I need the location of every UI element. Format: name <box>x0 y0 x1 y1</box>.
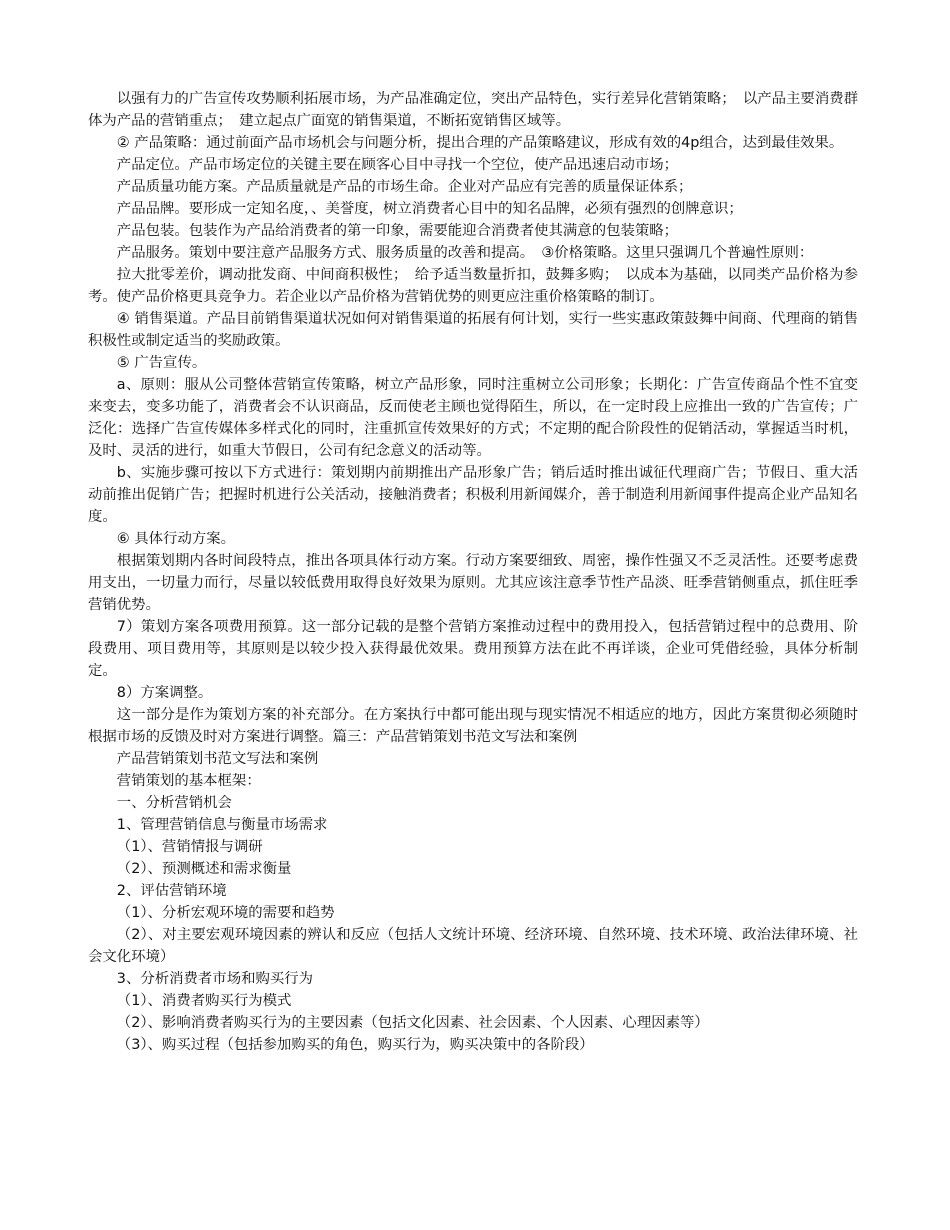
paragraph: 产品质量功能方案。产品质量就是产品的市场生命。企业对产品应有完善的质量保证体系； <box>116 179 693 195</box>
paragraph: ⑤ 广告宣传。 <box>116 355 207 371</box>
paragraph: 产品包装。包装作为产品给消费者的第一印象，需要能迎合消费者使其满意的包装策略； <box>116 223 679 239</box>
subsection-heading: 2、评估营销环境 <box>116 883 227 899</box>
list-item: （1）、营销情报与调研 <box>116 839 263 855</box>
paragraph: b、实施步骤可按以下方式进行：策划期内前期推出产品形象广告；销后适时推出诚征代理商广告；节假日、重大活动前推出促销广告；把握时机进行公关活动，接触消费者；积极利用新闻媒介，善于制造利用新闻事件提高企业产品知名度。 <box>88 465 858 525</box>
paragraph: ④ 销售渠道。产品目前销售渠道状况如何对销售渠道的拓展有何计划，实行一些实惠政策鼓舞中间商、代理商的销售积极性或制定适当的奖励政策。 <box>88 311 858 349</box>
list-item: （2）、预测概述和需求衡量 <box>116 861 292 877</box>
paragraph: 产品品牌。要形成一定知名度，、美誉度，树立消费者心目中的知名品牌，必须有强烈的创牌意识； <box>116 201 743 217</box>
list-item: （2）、对主要宏观环境因素的辨认和反应（包括人文统计环境、经济环境、自然环境、技术环境、政治法律环境、社会文化环境） <box>88 927 858 965</box>
paragraph: 产品服务。策划中要注意产品服务方式、服务质量的改善和提高。 ③价格策略。这里只强调几个普遍性原则： <box>116 245 814 261</box>
subsection-heading: 1、管理营销信息与衡量市场需求 <box>116 817 328 833</box>
list-item: （2）、影响消费者购买行为的主要因素（包括文化因素、社会因素、个人因素、心理因素等） <box>116 1015 709 1031</box>
paragraph: 拉大批零差价，调动批发商、中间商积极性； 给予适当数量折扣，鼓舞多购； 以成本为基础，以同类产品价格为参考。使产品价格更具竞争力。若企业以产品价格为营销优势的则更应注重价格策略的制订。 <box>88 267 858 305</box>
paragraph: 根据策划期内各时间段特点，推出各项具体行动方案。行动方案要细致、周密，操作性强又不乏灵活性。还要考虑费用支出，一切量力而行，尽量以较低费用取得良好效果为原则。尤其应该注意季节性产品淡、旺季营销侧重点，抓住旺季营销优势。 <box>88 553 858 613</box>
document-page <box>88 88 858 1056</box>
paragraph: ② 产品策略：通过前面产品市场机会与问题分析，提出合理的产品策略建议，形成有效的4p组合，达到最佳效果。 <box>116 135 844 151</box>
list-item: （1）、消费者购买行为模式 <box>116 993 292 1009</box>
paragraph: 产品营销策划书范文写法和案例 <box>116 751 319 767</box>
paragraph: 以强有力的广告宣传攻势顺利拓展市场，为产品准确定位，突出产品特色，实行差异化营销策略； 以产品主要消费群体为产品的营销重点； 建立起点广面宽的销售渠道，不断拓宽销售区域等。 <box>88 91 858 129</box>
paragraph: 7）策划方案各项费用预算。这一部分记载的是整个营销方案推动过程中的费用投入，包括营销过程中的总费用、阶段费用、项目费用等，其原则是以较少投入获得最优效果。费用预算方法在此不再详谈，企业可凭借经验，具体分析制定。 <box>88 619 858 679</box>
paragraph: 8）方案调整。 <box>116 685 213 701</box>
list-item: （1）、分析宏观环境的需要和趋势 <box>116 905 335 921</box>
paragraph: 营销策划的基本框架： <box>116 773 261 789</box>
paragraph: a、原则：服从公司整体营销宣传策略，树立产品形象，同时注重树立公司形象；长期化：广告宣传商品个性不宜变来变去，变多功能了，消费者会不认识商品，反而使老主顾也觉得陌生，所以，在一定时段上应推出一致的广告宣传；广泛化：选择广告宣传媒体多样式化的同时，注重抓宣传效果好的方式；不定期的配合阶段性的促销活动，掌握适当时机，及时、灵活的进行，如重大节假日，公司有纪念意义的活动等。 <box>88 377 858 459</box>
section-heading: 一、分析营销机会 <box>116 795 232 811</box>
subsection-heading: 3、分析消费者市场和购买行为 <box>116 971 314 987</box>
paragraph: ⑥ 具体行动方案。 <box>116 531 236 547</box>
paragraph: 这一部分是作为策划方案的补充部分。在方案执行中都可能出现与现实情况不相适应的地方，因此方案贯彻必须随时根据市场的反馈及时对方案进行调整。篇三：产品营销策划书范文写法和案例 <box>88 707 858 745</box>
paragraph: 产品定位。产品市场定位的关键主要在顾客心目中寻找一个空位，使产品迅速启动市场； <box>116 157 679 173</box>
list-item: （3）、购买过程（包括参加购买的角色，购买行为，购买决策中的各阶段） <box>116 1037 594 1053</box>
